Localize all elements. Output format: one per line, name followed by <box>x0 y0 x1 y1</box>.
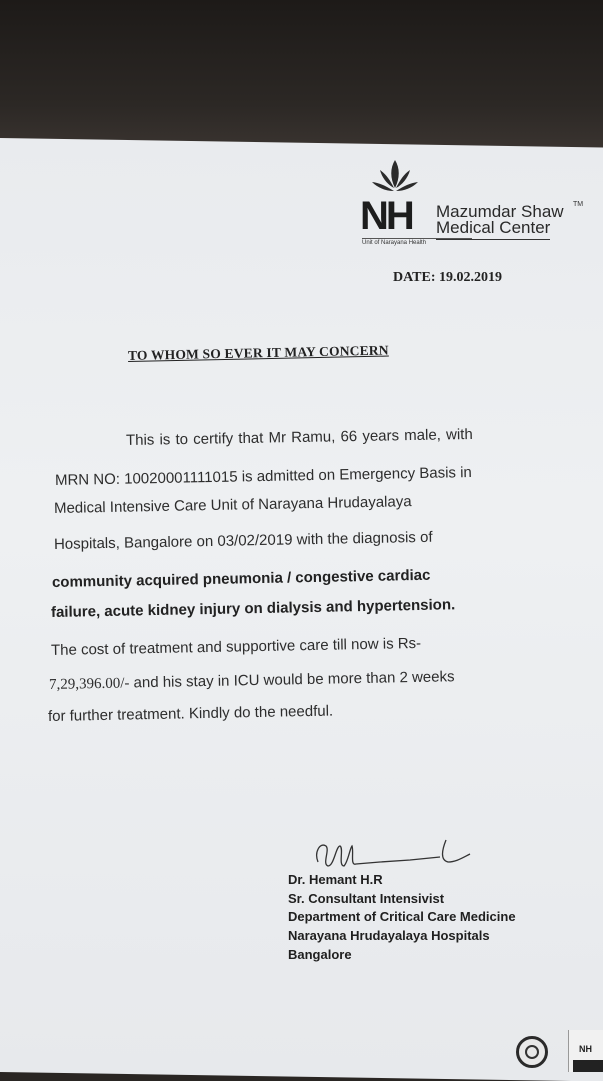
body-line-diagnosis: community acquired pneumonia / congestive cardiac <box>51 566 431 591</box>
hospital-name-line2: Medical Center <box>436 218 550 240</box>
unit-note: Unit of Narayana Health <box>362 238 472 246</box>
body-line: The cost of treatment and supportive care till now is Rs- <box>50 634 422 659</box>
body-line-amount <box>49 668 455 694</box>
signatory-name: Dr. Hemant H.R <box>288 872 383 887</box>
hospital-name-line1: Mazumdar Shaw <box>436 202 564 221</box>
signatory-title: Sr. Consultant Intensivist <box>288 891 445 906</box>
footer-badge-text: NH <box>579 1044 592 1054</box>
body-line-amount-text: and his stay in ICU would be more than 2 weeks <box>133 668 455 692</box>
hospital-logo <box>360 158 600 250</box>
signatory-city: Bangalore <box>288 947 352 962</box>
signatory-department: Department of Critical Care Medicine <box>288 909 516 924</box>
footer-badge <box>568 1030 603 1072</box>
logo-mark: NH <box>360 194 412 238</box>
body-line: This is to certify that Mr Ramu, 66 years male, with <box>125 425 473 449</box>
trademark: TM <box>573 201 584 208</box>
body-line: Medical Intensive Care Unit of Narayana Hrudayalaya <box>53 493 412 517</box>
leaf-icon <box>368 158 422 198</box>
footer-seal-icon <box>516 1036 548 1068</box>
body-line: for further treatment. Kindly do the needful. <box>47 702 334 725</box>
body-line-diagnosis: failure, acute kidney injury on dialysis and hypertension. <box>50 596 456 621</box>
letter-heading: TO WHOM SO EVER IT MAY CONCERN <box>127 342 389 363</box>
body-line: MRN NO: 10020001111015 is admitted on Emergency Basis in <box>54 463 472 489</box>
body-line: Hospitals, Bangalore on 03/02/2019 with the diagnosis of <box>53 528 433 553</box>
treatment-amount: 7,29,396.00/- <box>48 675 130 693</box>
letter-date: DATE: 19.02.2019 <box>393 270 503 285</box>
signatory-hospital: Narayana Hrudayalaya Hospitals <box>288 928 490 943</box>
